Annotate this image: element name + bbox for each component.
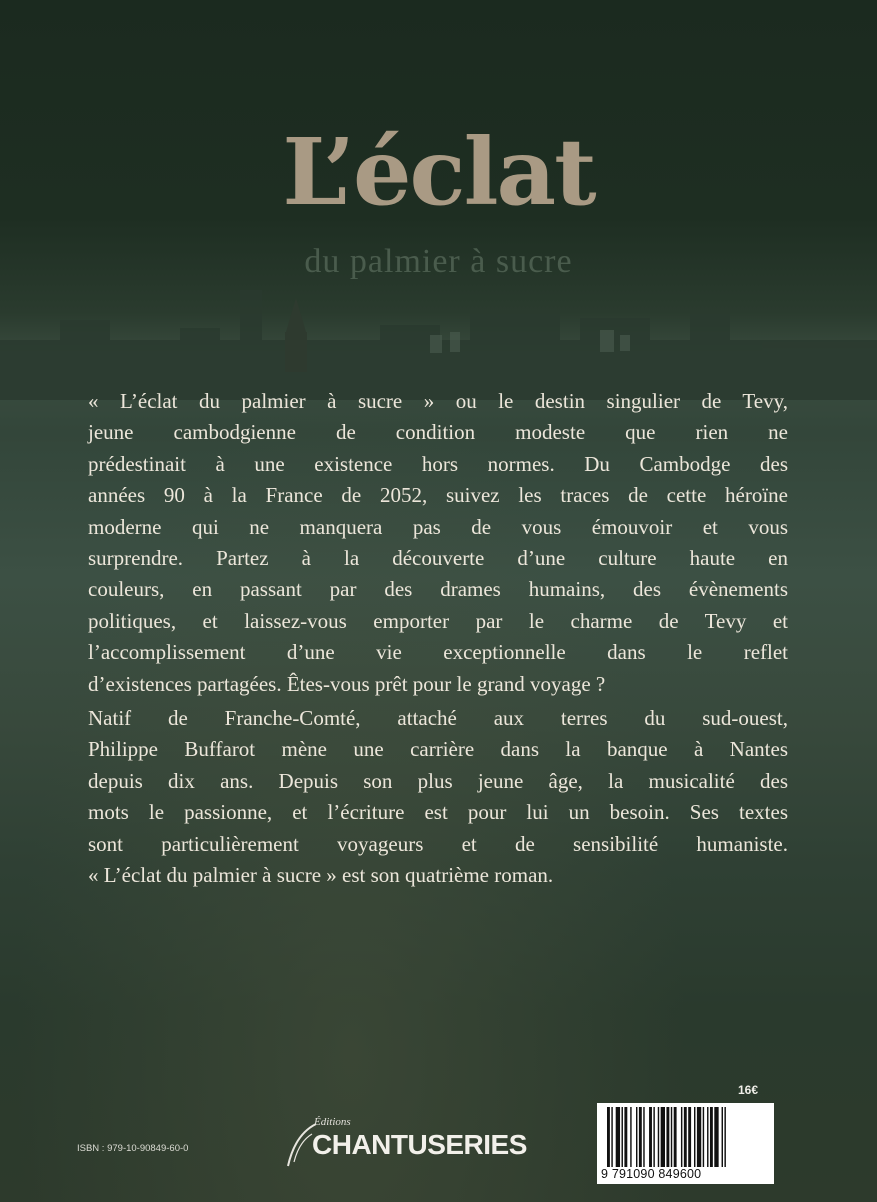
isbn-label: ISBN : 979-10-90849-60-0 — [77, 1143, 189, 1154]
synopsis-line: d’existences partagées. Êtes-vous prêt pour le grand voyage ? — [88, 671, 606, 696]
synopsis-line: surprendre. Partez à la découverte d’une culture haute en — [88, 546, 788, 571]
synopsis-line: moderne qui ne manquera pas de vous émouvoir et vous — [88, 514, 788, 539]
author-bio-line: mots le passionne, et l’écriture est pour lui un besoin. Ses textes — [88, 800, 788, 825]
author-bio-line: Philippe Buffarot mène une carrière dans la banque à Nantes — [88, 737, 788, 762]
author-bio-line: Natif de Franche-Comté, attaché aux terres du sud-ouest, — [88, 706, 788, 730]
synopsis-line: politiques, et laissez-vous emporter par le charme de Tevy et — [88, 608, 788, 633]
barcode-number: 9 791090 849600 — [601, 1167, 702, 1181]
synopsis-line: l’accomplissement d’une vie exceptionnelle dans le reflet — [88, 640, 788, 665]
author-bio-line: sont particulièrement voyageurs et de sensibilité humaniste. — [88, 831, 788, 856]
author-bio-line: depuis dix ans. Depuis son plus jeune âge, la musicalité des — [88, 768, 788, 793]
book-title: L’éclat — [282, 118, 595, 226]
barcode-bars-icon — [607, 1107, 765, 1167]
author-bio-line: « L’éclat du palmier à sucre » est son quatrième roman. — [88, 863, 554, 888]
book-subtitle: du palmier à sucre — [304, 243, 573, 280]
synopsis-line: années 90 à la France de 2052, suivez les traces de cette héroïne — [88, 483, 788, 508]
publisher-logo — [282, 1116, 542, 1170]
synopsis-line: prédestinait à une existence hors normes. Du Cambodge des — [88, 451, 788, 476]
city-skyline-image — [0, 280, 877, 400]
price-label: 16€ — [738, 1083, 759, 1097]
barcode — [597, 1103, 774, 1184]
synopsis-line: couleurs, en passant par des drames humains, des évènements — [88, 577, 788, 602]
publisher-label: Éditions — [314, 1116, 351, 1128]
synopsis-line: jeune cambodgienne de condition modeste que rien ne — [88, 420, 788, 445]
author-bio-paragraph — [88, 703, 788, 891]
publisher-name: CHANTUSERIES — [312, 1129, 527, 1160]
synopsis-paragraph — [88, 386, 788, 700]
synopsis-line: « L’éclat du palmier à sucre » ou le destin singulier de Tevy, — [88, 389, 788, 413]
